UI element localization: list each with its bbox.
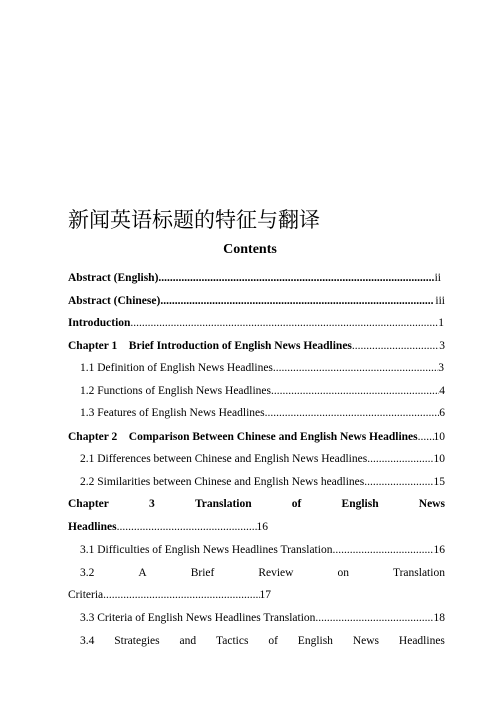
toc-leader-dots: [273, 360, 438, 376]
toc-word: Brief: [190, 567, 215, 579]
toc-entry-1-3[interactable]: [80, 405, 445, 421]
toc-entry-page: 10: [433, 431, 445, 443]
toc-entry-title: Headlines: [68, 521, 117, 533]
toc-entry-title: Chapter 1 Brief Introduction of English News Headlines: [68, 340, 352, 352]
toc-entry-page: 18: [433, 612, 445, 624]
toc-entry-3-4[interactable]: [80, 633, 445, 649]
toc-entry-page: 15: [433, 476, 445, 488]
toc-leader-dots: [117, 519, 257, 535]
toc-entry-page: iii: [432, 295, 445, 307]
toc-entry-title: 1.2 Functions of English News Headlines: [80, 385, 272, 397]
toc-leader-dots: [352, 338, 439, 354]
toc-word: English: [297, 635, 333, 647]
toc-entry-3-3[interactable]: [80, 610, 445, 626]
toc-word: English: [341, 498, 379, 510]
toc-entry-page: 10: [433, 453, 445, 465]
toc-leader-dots: [271, 383, 439, 399]
toc-word: on: [337, 567, 349, 579]
toc-word: Chapter: [68, 498, 109, 510]
toc-entry-title: Abstract (English): [68, 272, 159, 284]
toc-word: Translation: [392, 567, 445, 579]
toc-entry-page: 16: [433, 544, 445, 556]
toc-entry-3-2-cont[interactable]: [68, 587, 271, 603]
toc-word: and: [179, 635, 197, 647]
toc-entry-title: 3.1 Difficulties of English News Headlines Translation: [80, 544, 333, 556]
toc-entry-2-2[interactable]: [80, 474, 445, 490]
toc-entry-title: 2.1 Differences between Chinese and English News Headlines: [80, 453, 368, 465]
toc-entry-title: Introduction: [68, 317, 131, 329]
toc-word: Tactics: [216, 635, 249, 647]
toc-entry-chapter-3[interactable]: [68, 496, 445, 512]
toc-entry-chapter-2[interactable]: [68, 429, 445, 445]
toc-word: of: [291, 498, 302, 510]
toc-entry-3-2[interactable]: [80, 565, 445, 581]
toc-entry-2-1[interactable]: [80, 451, 445, 467]
toc-entry-3-1[interactable]: [80, 542, 445, 558]
document-title: 新闻英语标题的特征与翻译: [68, 208, 320, 232]
toc-entry-abstract-chinese[interactable]: [68, 293, 445, 309]
toc-entry-1-1[interactable]: [80, 360, 444, 376]
contents-heading: Contents: [223, 242, 277, 257]
toc-leader-dots: [315, 610, 433, 626]
toc-word: Headlines: [398, 635, 445, 647]
toc-word: Review: [258, 567, 294, 579]
toc-entry-title: 1.1 Definition of English News Headlines: [80, 362, 273, 374]
toc-word: 3.2: [80, 567, 95, 579]
toc-entry-title: Criteria: [68, 589, 104, 601]
toc-leader-dots: [418, 429, 434, 445]
toc-leader-dots: [130, 315, 438, 331]
toc-word: 3.4: [80, 635, 95, 647]
toc-entry-abstract-english[interactable]: [68, 270, 441, 286]
toc-word: of: [268, 635, 278, 647]
toc-entry-page: 17: [259, 589, 271, 601]
toc-word: News: [418, 498, 445, 510]
toc-leader-dots: [332, 542, 433, 558]
toc-leader-dots: [265, 405, 440, 421]
toc-leader-dots: [160, 293, 432, 309]
toc-entry-page: 16: [256, 521, 268, 533]
toc-entry-title: Chapter 2 Comparison Between Chinese and English News Headlines: [68, 431, 418, 443]
toc-word: A: [138, 567, 147, 579]
toc-entry-page: 1: [438, 317, 444, 329]
toc-entry-introduction[interactable]: [68, 315, 444, 331]
toc-entry-title: 3.3 Criteria of English News Headlines Translation: [80, 612, 316, 624]
toc-leader-dots: [103, 587, 259, 603]
toc-entry-chapter-1[interactable]: [68, 338, 445, 354]
toc-entry-page: 3: [438, 362, 444, 374]
toc-entry-page: 4: [439, 385, 445, 397]
toc-entry-page: 6: [439, 407, 445, 419]
toc-entry-title: 2.2 Similarities between Chinese and English News headlines: [80, 476, 365, 488]
toc-leader-dots: [364, 474, 433, 490]
toc-entry-chapter-3-cont[interactable]: [68, 519, 268, 535]
toc-entry-title: 1.3 Features of English News Headlines: [80, 407, 265, 419]
toc-word: Strategies: [114, 635, 160, 647]
toc-word: 3: [149, 498, 155, 510]
toc-leader-dots: [158, 270, 434, 286]
toc-word: News: [352, 635, 380, 647]
toc-entry-page: 3: [439, 340, 445, 352]
toc-word: Translation: [194, 498, 252, 510]
toc-leader-dots: [367, 451, 433, 467]
toc-entry-1-2[interactable]: [80, 383, 445, 399]
toc-entry-page: ii: [434, 272, 441, 284]
toc-entry-title: Abstract (Chinese): [68, 295, 161, 307]
